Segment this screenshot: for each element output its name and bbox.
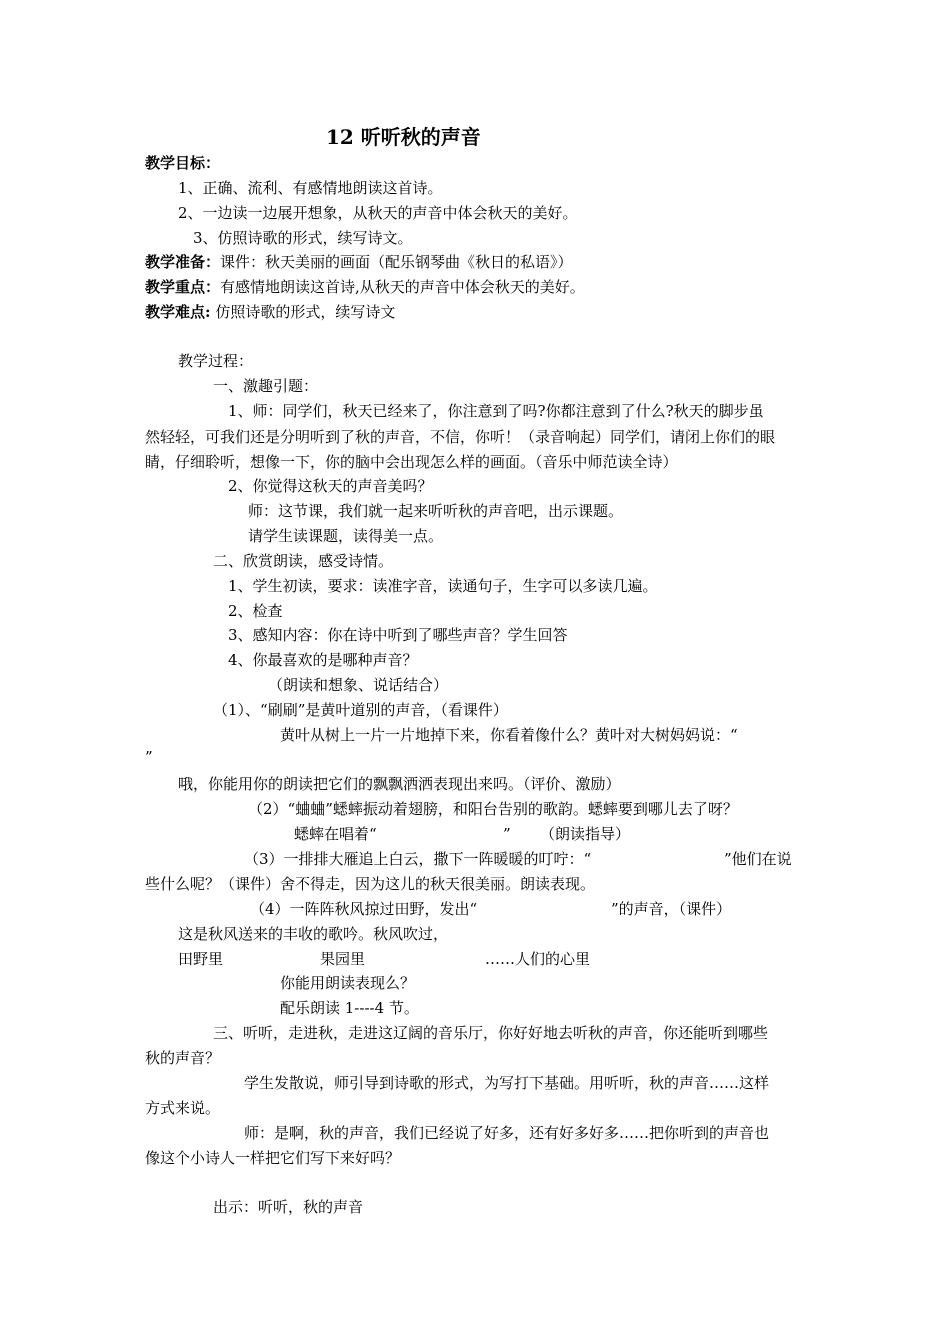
difficulty-label: 教学难点:: [145, 303, 211, 321]
preparation-text: 课件：秋天美丽的画面（配乐钢琴曲《秋日的私语》）: [220, 253, 573, 271]
paragraph-line: 1、师：同学们，秋天已经来了，你注意到了吗?你都注意到了什么?秋天的脚步虽: [228, 402, 764, 420]
step-line: 3、感知内容：你在诗中听到了哪些声音？学生回答: [228, 626, 568, 644]
paragraph-line: 秋的声音？: [145, 1049, 221, 1067]
objective-item: 2、一边读一边展开想象，从秋天的声音中体会秋天的美好。: [178, 204, 578, 222]
paragraph-line: 师：这节课，我们就一起来听听秋的声音吧，出示课题。: [248, 502, 624, 520]
focus-label: 教学重点：: [145, 278, 221, 296]
step-line: 1、学生初读，要求：读准字音，读通句子，生字可以多读几遍。: [228, 577, 658, 595]
objectives-heading: 教学目标：: [145, 154, 221, 172]
objective-item: 3、仿照诗歌的形式，续写诗文。: [193, 229, 413, 247]
difficulty-text: 仿照诗歌的形式，续写诗文: [210, 303, 396, 321]
step-line: 2、检查: [228, 602, 283, 620]
paragraph-line: 配乐朗读 1----4 节。: [280, 999, 419, 1017]
step-line: 4、你最喜欢的是哪种声音？: [228, 651, 418, 669]
objectives-label: [145, 153, 220, 173]
sound-item: （4）一阵阵秋风掠过田野，发出“: [250, 900, 478, 918]
preparation-line: [145, 252, 573, 272]
preparation-label: 教学准备：: [145, 253, 221, 271]
focus-text: 有感情地朗读这首诗,从秋天的声音中体会秋天的美好。: [220, 278, 585, 296]
paragraph-line: 学生发散说，师引导到诗歌的形式，为写打下基础。用听听，秋的声音……这样: [244, 1074, 770, 1092]
paragraph-line: 田野里: [178, 950, 224, 968]
paragraph-line: 出示：听听，秋的声音: [213, 1198, 364, 1216]
paragraph-line: ……人们的心里: [485, 950, 591, 968]
paragraph-line: 请学生读课题，读得美一点。: [248, 527, 444, 545]
paragraph-line: 哦，你能用你的朗读把它们的飘飘洒洒表现出来吗。（评价、激励）: [178, 775, 621, 793]
paragraph-line: 师：是啊，秋的声音，我们已经说了好多，还有好多好多……把你听到的声音也: [244, 1124, 770, 1142]
paragraph-line: ”的声音，（课件）: [611, 900, 732, 918]
step-note: （朗读和想象、说话结合）: [268, 676, 449, 694]
paragraph-line: 像这个小诗人一样把它们写下来好吗？: [145, 1149, 401, 1167]
sound-item: （1）、“刷刷”是黄叶道别的声音，（看课件）: [213, 701, 508, 719]
sound-item: （2）“蛐蛐”蟋蟀振动着翅膀，和阳台告别的歌韵。蟋蟀要到哪儿去了呀？: [248, 800, 738, 818]
objective-item: 1、正确、流利、有感情地朗读这首诗。: [178, 179, 443, 197]
process-heading: 教学过程：: [178, 352, 254, 370]
paragraph-line: 黄叶从树上一片一片地掉下来，你看着像什么？黄叶对大树妈妈说：“: [280, 726, 738, 744]
difficulty-line: [145, 302, 395, 322]
focus-line: [145, 277, 585, 297]
paragraph-line: 然轻轻，可我们还是分明听到了秋的声音，不信，你听！（录音响起）同学们，请闭上你们的眼: [145, 428, 776, 446]
paragraph-line: 些什么呢？（课件）舍不得走，因为这儿的秋天很美丽。朗读表现。: [145, 875, 596, 893]
paragraph-line: ”: [503, 825, 511, 843]
part2-heading: 二、欣赏朗读，感受诗情。: [213, 552, 394, 570]
paragraph-line: 果园里: [320, 950, 366, 968]
part3-heading: 三、听听，走进秋，走进这辽阔的音乐厅，你好好地去听秋的声音，你还能听到哪些: [213, 1024, 769, 1042]
paragraph-line: （朗读指导）: [540, 825, 631, 843]
page-title: 12 听听秋的声音: [326, 125, 481, 149]
paragraph-line: ”: [145, 748, 153, 766]
paragraph-line: ”他们在说: [724, 850, 792, 868]
paragraph-line: 你能用朗读表现么？: [280, 974, 416, 992]
paragraph-line: 睛，仔细聆听，想像一下，你的脑中会出现怎么样的画面。（音乐中师范读全诗）: [145, 453, 678, 471]
paragraph-line: 蟋蟀在唱着“: [294, 825, 377, 843]
sound-item: （3）一排排大雁追上白云，撒下一阵暖暖的叮咛：“: [244, 850, 592, 868]
paragraph-line: 这是秋风送来的丰收的歌吟。秋风吹过，: [178, 925, 449, 943]
paragraph-line: 方式来说。: [145, 1099, 221, 1117]
part1-heading: 一、激趣引题：: [213, 377, 319, 395]
paragraph-line: 2、你觉得这秋天的声音美吗？: [228, 477, 433, 495]
